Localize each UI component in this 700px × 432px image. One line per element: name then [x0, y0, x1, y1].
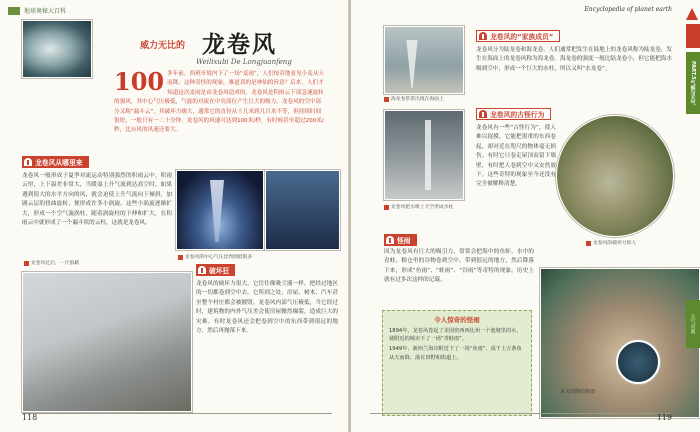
running-header-left	[8, 6, 66, 15]
info-box	[382, 310, 532, 416]
family-text: 龙卷风分为陆龙卷和海龙卷。人们通常把发生在陆地上的龙卷风称为陆龙卷，发生在海面上的龙卷风称为海龙卷。海龙卷的强度一般比陆龙卷小，但它能把海水吸到空中，形成一个巨大的水柱，所以又叫“水龙卷”。	[476, 47, 672, 72]
running-header-right: Encyclopedia of planet earth	[584, 6, 672, 13]
section-heading-formation: 龙卷风从哪里来	[22, 156, 89, 168]
title-pinyin: Weilixubi De Longjuanfeng	[196, 58, 292, 66]
info-box-title: 令人惊奇的怪雨	[434, 316, 480, 324]
hat-icon	[198, 266, 206, 274]
caption-marker-icon	[384, 205, 389, 210]
fish-rain-photo	[540, 268, 700, 418]
hat-icon	[24, 158, 32, 166]
side-tab-marker	[686, 24, 700, 48]
title-subtitle: 威力无比的	[140, 41, 186, 51]
fish-caption: 从天而降的鱼雨	[560, 389, 596, 395]
destruction-text: 龙卷风的破坏力很大，它往往像吸尘器一样，把经过地区的一切都卷到空中去。它所到之处，房屋、树木、汽车甚至整个村庄都会被摧毁。龙卷风内部气压极低，当它经过时，建筑物的内外气压差会使房屋骤然爆裂，造成巨大的灾难。有时龙卷风还会把卷到空中的东西带到很远的地方，然后再抛落下来。	[196, 281, 338, 335]
waterspout-photo	[384, 110, 464, 200]
side-tab-topic[interactable]: 天气奇观	[686, 300, 700, 348]
info-item: 1949年，新西兰海岸附近下了一场“鱼雨”，成千上万条鱼从天而降，落在田野和街道上。	[389, 346, 522, 361]
trees-caption: 龙卷风的破坏力惊人	[586, 240, 672, 247]
caption-marker-icon	[586, 241, 591, 246]
formation-text: 龙卷风一般形成于夏季对流运动特别强烈的积雨云中。积雨云里，上下温差非常大，当暖湿上升气流到达高空时，如果遇到很大的水平方向的风，就会迫使上升气流向下倾斜，加剧云层的扭曲旋转，便形成许多小涡旋。这些小涡旋逐渐扩大，形成一个空气漩涡柱，随着涡旋柱的下伸和扩大，在积雨云中就形成了一个漏斗状的云柱，这就是龙卷风。	[22, 173, 172, 227]
book-title: 地球奥秘大百科	[24, 8, 67, 15]
night-tornado-photo-2	[265, 170, 340, 250]
page-number-left: 118	[22, 413, 38, 422]
sky2-caption: 海龙卷常常出现在海面上	[384, 96, 470, 103]
side-tab-chapter[interactable]: PART.5 气候与天气	[686, 52, 700, 114]
section-heading-strange: 龙卷风的古怪行为	[476, 108, 551, 120]
footer-rule-right	[370, 413, 670, 414]
section-heading-family: 龙卷风的“家族成员”	[476, 30, 560, 42]
section-heading-destruction: 破坏狂	[196, 264, 235, 276]
page-number-right: 119	[656, 413, 672, 422]
tornado-sky-photo	[22, 20, 92, 78]
waterspout-column-shape	[425, 120, 431, 190]
book-logo-icon	[8, 7, 20, 15]
footer-rule-left	[22, 413, 332, 414]
damaged-trees-photo	[556, 115, 674, 237]
page-title: 龙卷风	[202, 31, 277, 58]
intro-text: 多年前，西班牙境内下了一场“麦雨”，人们惊奇地看见小麦从天而降。这种奇怪的现象，难道真的是神仙的旨意？后来，人们才知道这次麦雨是由龙卷风造成的。龙卷风是积雨云下部急速旋转的强风，其中心气压极低，气旋的对流在中央部位产生巨大的吸力。龙卷风的空中部分又称“漏斗云”，其破坏力极大，通常它的直径从十几米到几百米不等，但持续时间很短，一般只有一二十分钟。龙卷风的风速可达到100米/秒，有时候甚至超过200米/秒，比台风的风速还要大。	[114, 71, 324, 134]
wreck-caption: 龙卷风过后，一片狼藉	[24, 260, 164, 267]
intro-paragraph	[114, 67, 324, 136]
wreckage-photo	[22, 272, 192, 412]
night-caption: 龙卷风的中心气压比周围低很多	[178, 254, 264, 261]
spout-caption: 龙卷风把水吸上天空形成水柱	[384, 204, 470, 211]
caption-marker-icon	[24, 261, 29, 266]
strange-text: 龙卷风有一些“古怪行为”，使人难以捉摸。它能把很重的东西卷起，却对近在咫尺的物体毫无损伤。有时它只卷走屋顶而留下墙壁，有时把人卷到空中又安然放下。这些奇特的现象至今还没有完全被解释清楚。	[476, 125, 556, 188]
drop-number: 100	[114, 67, 165, 96]
hat-icon	[479, 32, 487, 40]
section-heading-rain: 怪雨	[384, 234, 417, 246]
hat-icon	[479, 110, 487, 118]
inset-circle-photo	[616, 340, 660, 384]
rain-text: 因为龙卷风有巨大的吸引力，常常会把海中的鱼虾、水中的青蛙、粮仓里的谷物卷到空中，带到很远的地方，然后降落下来，形成“鱼雨”、“蛙雨”、“谷雨”等奇特的现象。历史上就有过多次这样的记载。	[384, 249, 534, 284]
caption-marker-icon	[178, 255, 183, 260]
left-page	[0, 0, 349, 432]
caption-marker-icon	[384, 97, 389, 102]
tornado-field-photo	[384, 26, 464, 94]
info-item: 1894年，龙卷风卷起了美国密西西比州一个池塘里的水，使附近的城市下了一场“青蛙雨”。	[389, 328, 522, 343]
hat-icon	[386, 236, 394, 244]
